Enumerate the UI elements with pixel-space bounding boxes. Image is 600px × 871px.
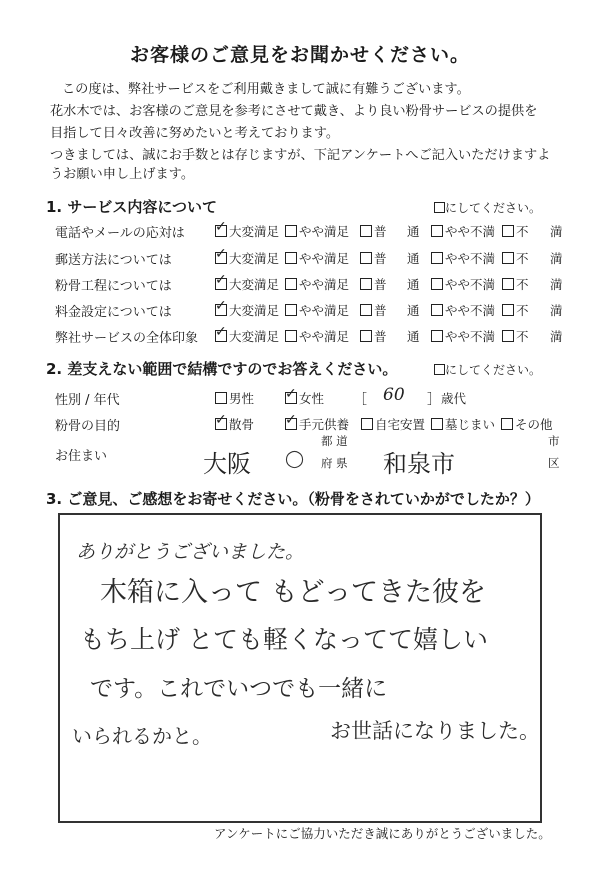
option-label: やや満足 <box>299 251 350 266</box>
intro-line-3: 目指して日々改善に努めたいと考えております。 <box>50 126 340 141</box>
option-label: 男性 <box>229 391 255 406</box>
option-label: やや満足 <box>299 303 350 318</box>
checkbox-checked[interactable] <box>215 225 227 237</box>
checkbox-checked[interactable] <box>285 392 297 404</box>
footer-text: アンケートにご協力いただき誠にありがとうございました。 <box>214 826 551 841</box>
rating-option[interactable] <box>215 275 279 293</box>
option-label: 大変満足 <box>229 277 280 292</box>
checkbox[interactable] <box>502 225 514 237</box>
option-label: 通 <box>407 224 420 239</box>
checkbox[interactable] <box>431 278 443 290</box>
rating-row-label: 弊社サービスの全体印象 <box>55 331 199 346</box>
rating-option[interactable] <box>502 275 529 293</box>
rating-row-label: 電話やメールの応対は <box>55 226 185 241</box>
checkbox[interactable] <box>285 304 297 316</box>
checkbox[interactable] <box>431 225 443 237</box>
rating-option[interactable] <box>431 249 495 267</box>
rating-option[interactable] <box>215 301 279 319</box>
rating-option[interactable] <box>285 327 349 345</box>
rating-option[interactable] <box>285 222 349 240</box>
option-label: 満 <box>550 251 563 266</box>
option-label: 大変満足 <box>229 224 280 239</box>
hint-checkbox-icon <box>434 202 445 213</box>
rating-option <box>407 275 420 293</box>
option-label: 満 <box>550 277 563 292</box>
prefecture-suffix-top: 都 道 <box>321 434 348 448</box>
option-label: やや満足 <box>299 329 350 344</box>
option-label: 満 <box>550 224 563 239</box>
checkbox[interactable] <box>360 252 372 264</box>
rating-option[interactable] <box>215 249 279 267</box>
option-label: 不 <box>516 277 529 292</box>
intro-line-5: うお願い申し上げます。 <box>50 167 195 182</box>
option-label: 大変満足 <box>229 329 280 344</box>
checkbox[interactable] <box>502 304 514 316</box>
rating-option[interactable] <box>360 327 387 345</box>
option-label: やや不満 <box>445 224 496 239</box>
rating-option[interactable] <box>431 222 495 240</box>
rating-option[interactable] <box>431 301 495 319</box>
prefecture-suffix-bottom: 府 県 <box>321 456 348 470</box>
option-label: やや不満 <box>445 251 496 266</box>
option-label: 通 <box>407 277 420 292</box>
comment-line-4: です。これでいつでも一緒に <box>90 676 388 702</box>
page-title: お客様のご意見をお聞かせください。 <box>129 44 470 66</box>
hint-text: にしてください。 <box>445 201 542 215</box>
rating-row-label: 郵送方法については <box>55 253 172 268</box>
rating-option[interactable] <box>431 275 495 293</box>
rating-option[interactable] <box>285 275 349 293</box>
checkbox[interactable] <box>285 278 297 290</box>
circled-fu-mark: ◯ <box>285 449 305 469</box>
rating-option[interactable] <box>215 327 279 345</box>
rating-option[interactable] <box>285 249 349 267</box>
checkbox[interactable] <box>360 225 372 237</box>
option-label: やや満足 <box>299 277 350 292</box>
comment-line-1: ありがとうございました。 <box>76 541 305 563</box>
section2-heading: 2. 差支えない範囲で結構ですのでお答えください。 <box>46 360 398 378</box>
intro-line-2: 花水木では、お客様のご意見を参考にさせて戴き、より良い粉骨サービスの提供を <box>50 104 538 119</box>
gender-female-option[interactable] <box>285 389 324 407</box>
intro-line-1: この度は、弊社サービスをご利用戴きまして誠に有難うございます。 <box>62 82 470 97</box>
checkbox[interactable] <box>502 278 514 290</box>
checkbox[interactable] <box>431 418 443 430</box>
checkbox[interactable] <box>431 330 443 342</box>
option-label: 女性 <box>299 391 325 406</box>
section1-heading: 1. サービス内容について <box>46 198 218 216</box>
checkbox[interactable] <box>431 252 443 264</box>
option-label: 普 <box>374 251 387 266</box>
checkbox[interactable] <box>360 304 372 316</box>
checkbox-checked[interactable] <box>215 304 227 316</box>
option-label: 手元供養 <box>299 417 350 432</box>
purpose-option[interactable] <box>361 415 425 433</box>
comment-line-3: もち上げ とても軽くなってて嬉しい <box>80 625 488 654</box>
checkbox[interactable] <box>215 392 227 404</box>
option-label: 普 <box>374 277 387 292</box>
checkbox[interactable] <box>502 252 514 264</box>
option-label: 不 <box>516 224 529 239</box>
checkbox[interactable] <box>360 330 372 342</box>
rating-option[interactable] <box>360 275 387 293</box>
checkbox[interactable] <box>431 304 443 316</box>
checkbox-checked[interactable] <box>215 330 227 342</box>
checkbox[interactable] <box>285 330 297 342</box>
age-bracket-left: ［ <box>353 392 367 408</box>
option-label: 通 <box>407 303 420 318</box>
option-label: 満 <box>550 303 563 318</box>
option-label: 通 <box>407 329 420 344</box>
rating-option <box>407 327 420 345</box>
rating-option[interactable] <box>360 249 387 267</box>
checkbox[interactable] <box>360 278 372 290</box>
hint-text: にしてください。 <box>445 363 542 377</box>
rating-option <box>550 327 563 345</box>
rating-option[interactable] <box>502 301 529 319</box>
rating-option <box>550 301 563 319</box>
option-label: 普 <box>374 224 387 239</box>
purpose-option[interactable] <box>501 415 553 433</box>
checkbox[interactable] <box>285 225 297 237</box>
option-label: 普 <box>374 303 387 318</box>
section1-hint <box>434 199 541 216</box>
rating-option[interactable] <box>360 301 387 319</box>
comment-line-5: いられるかと。 <box>72 724 212 748</box>
checkbox[interactable] <box>285 252 297 264</box>
city-suffix-top: 市 <box>548 434 560 448</box>
option-label: 普 <box>374 329 387 344</box>
option-label: 自宅安置 <box>375 417 426 432</box>
address-label: お住まい <box>55 449 108 464</box>
checkbox[interactable] <box>501 418 513 430</box>
option-label: 大変満足 <box>229 251 280 266</box>
age-suffix: 歳代 <box>441 391 467 406</box>
comment-box[interactable] <box>58 513 542 823</box>
checkbox-checked[interactable] <box>285 418 297 430</box>
option-label: やや不満 <box>445 303 496 318</box>
rating-option <box>407 249 420 267</box>
rating-option[interactable] <box>502 222 529 240</box>
intro-line-4: つきましては、誠にお手数とは存じますが、下記アンケートへご記入いただけますよ <box>50 148 551 163</box>
option-label: やや不満 <box>445 277 496 292</box>
option-label: 満 <box>550 329 563 344</box>
rating-option[interactable] <box>360 222 387 240</box>
rating-option <box>407 301 420 319</box>
rating-row-label: 粉骨工程については <box>55 279 172 294</box>
rating-option[interactable] <box>502 327 529 345</box>
rating-option[interactable] <box>215 222 279 240</box>
comment-line-6: お世話になりました。 <box>330 719 540 743</box>
option-label: 大変満足 <box>229 303 280 318</box>
option-label: やや不満 <box>445 329 496 344</box>
purpose-label: 粉骨の目的 <box>55 419 121 434</box>
rating-option[interactable] <box>502 249 529 267</box>
city-value[interactable]: 和泉市 <box>383 450 455 478</box>
age-bracket-right: ］ <box>427 392 441 408</box>
checkbox-checked[interactable] <box>215 278 227 290</box>
comment-line-2: 木箱に入って もどってきた彼を <box>100 577 487 608</box>
purpose-option[interactable] <box>285 415 349 433</box>
rating-option <box>407 222 420 240</box>
purpose-option[interactable] <box>215 415 254 433</box>
option-label: 散骨 <box>229 417 255 432</box>
rating-row-label: 料金設定については <box>55 305 172 320</box>
rating-option[interactable] <box>431 327 495 345</box>
age-value[interactable]: 60 <box>383 385 405 405</box>
city-suffix-bottom: 区 <box>548 456 560 470</box>
checkbox-checked[interactable] <box>215 252 227 264</box>
checkbox-checked[interactable] <box>215 418 227 430</box>
checkbox[interactable] <box>502 330 514 342</box>
section3-heading: 3. ご意見、ご感想をお寄せください。（粉骨をされていかがでしたか？） <box>46 490 540 508</box>
purpose-option[interactable] <box>431 415 495 433</box>
rating-option <box>550 249 563 267</box>
rating-option <box>550 222 563 240</box>
hint-checkbox-icon <box>434 364 445 375</box>
prefecture-value[interactable]: 大阪 <box>203 450 251 478</box>
option-label: 不 <box>516 303 529 318</box>
option-label: 墓じまい <box>445 417 496 432</box>
option-label: 不 <box>516 329 529 344</box>
rating-option <box>550 275 563 293</box>
option-label: 不 <box>516 251 529 266</box>
section2-hint <box>434 361 541 378</box>
checkbox[interactable] <box>361 418 373 430</box>
option-label: やや満足 <box>299 224 350 239</box>
gender-male-option[interactable] <box>215 389 254 407</box>
rating-option[interactable] <box>285 301 349 319</box>
option-label: 通 <box>407 251 420 266</box>
gender-age-label: 性別 / 年代 <box>55 393 120 408</box>
option-label: その他 <box>515 417 553 432</box>
